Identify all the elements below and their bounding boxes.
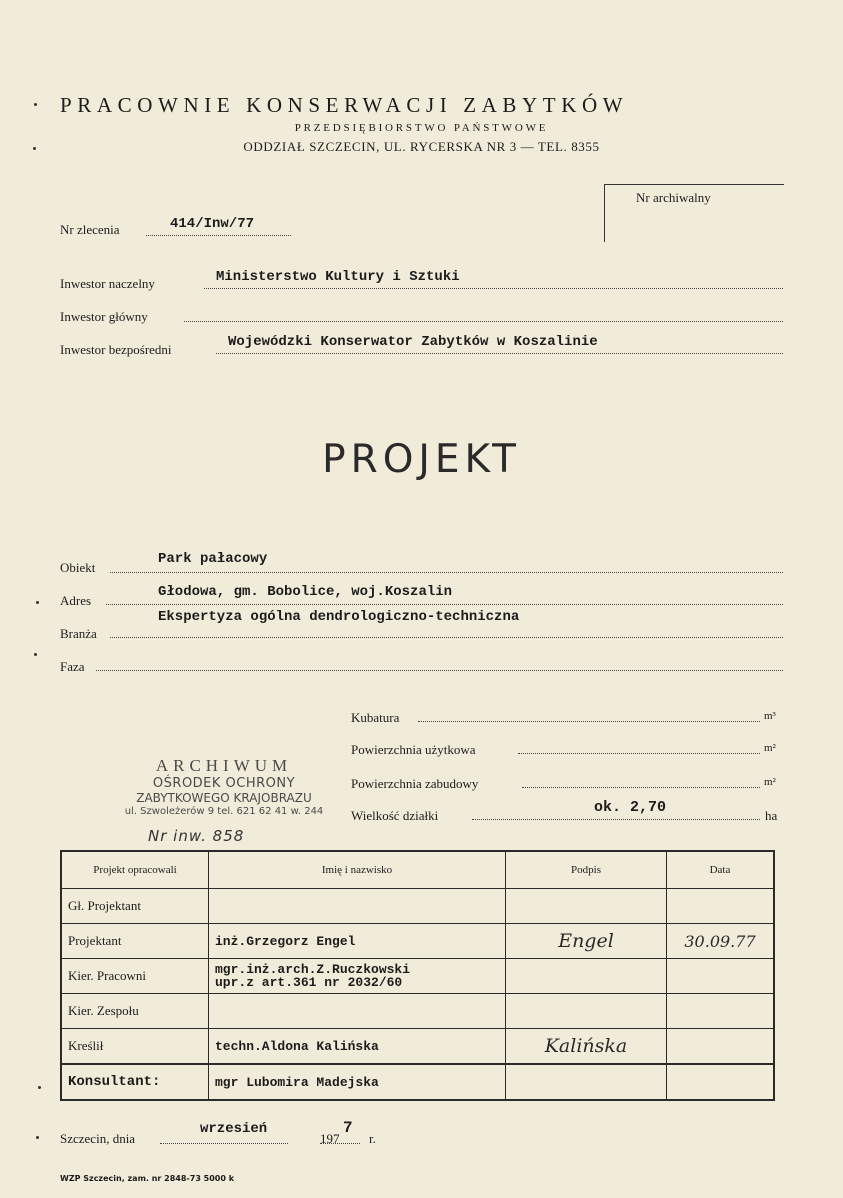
team-table — [60, 850, 775, 1101]
row-signature — [506, 959, 667, 994]
row-signature — [506, 1064, 667, 1100]
plot-size-line — [472, 819, 760, 820]
archive-stamp — [113, 756, 335, 817]
built-area-label: Powierzchnia zabudowy — [351, 776, 479, 791]
stamp-line-landscape: ZABYTKOWEGO KRAJOBRAZU — [136, 791, 312, 805]
row-name-line1: mgr.inż.arch.Z.Ruczkowski — [215, 962, 411, 977]
usable-area-label: Powierzchnia użytkowa — [351, 742, 476, 757]
order-number-label: Nr zlecenia — [60, 222, 120, 237]
investor-main-label: Inwestor główny — [60, 309, 148, 324]
phase-line — [96, 670, 783, 671]
volume-label: Kubatura — [351, 710, 400, 725]
row-date — [667, 1029, 775, 1065]
table-row — [61, 889, 774, 924]
date-month: wrzesień — [200, 1121, 268, 1137]
built-area-unit: m² — [764, 776, 776, 788]
table-row — [61, 959, 774, 994]
handwritten-inventory-number: Nr inw. 858 — [148, 827, 245, 845]
row-date — [667, 959, 775, 994]
month-line — [160, 1143, 288, 1144]
stamp-line-archive: ARCHIWUM — [155, 756, 293, 775]
date-year-prefix: 197 — [320, 1131, 340, 1146]
investor-main-line — [184, 321, 783, 322]
address-line — [106, 604, 783, 605]
row-role: Kreślił — [61, 1029, 209, 1065]
scan-speck — [38, 1086, 41, 1089]
row-name: inż.Grzegorz Engel — [209, 924, 506, 959]
object-label: Obiekt — [60, 560, 96, 575]
investor-chief-line — [204, 288, 783, 289]
branch-line — [110, 637, 783, 638]
volume-line — [418, 721, 760, 722]
scan-speck — [36, 601, 39, 604]
row-name-line2: upr.z art.361 nr 2032/60 — [215, 975, 403, 990]
organization-address: ODDZIAŁ SZCZECIN, UL. RYCERSKA NR 3 — TEL. 8355 — [243, 139, 600, 154]
branch-value: Ekspertyza ogólna dendrologiczno-techniczna — [158, 609, 520, 625]
print-footer: WZP Szczecin, zam. nr 2848-73 5000 k — [60, 1174, 235, 1183]
header-role: Projekt opracowali — [61, 851, 209, 889]
archive-number-label: Nr archiwalny — [636, 190, 711, 205]
investor-direct-line — [216, 353, 783, 354]
row-role: Konsultant: — [61, 1064, 209, 1100]
object-line — [110, 572, 783, 573]
row-role: Projektant — [61, 924, 209, 959]
row-name — [209, 889, 506, 924]
organization-subtitle: PRZEDSIĘBIORSTWO PAŃSTWOWE — [294, 122, 549, 134]
scan-speck — [34, 103, 37, 106]
plot-size-label: Wielkość działki — [351, 808, 439, 823]
order-number-line — [146, 235, 291, 236]
row-signature — [506, 889, 667, 924]
object-value: Park pałacowy — [158, 551, 268, 567]
scan-speck — [33, 147, 36, 150]
table-row — [61, 994, 774, 1029]
row-name — [209, 994, 506, 1029]
order-number-value: 414/Inw/77 — [170, 216, 255, 232]
year-line — [320, 1143, 360, 1144]
header-name: Imię i nazwisko — [209, 851, 506, 889]
scan-speck — [34, 653, 37, 656]
row-name-multiline — [209, 959, 506, 994]
table-row — [61, 1029, 774, 1065]
date-year-digit: 7 — [343, 1119, 353, 1137]
scan-speck — [36, 1136, 39, 1139]
row-role: Gł. Projektant — [61, 889, 209, 924]
plot-size-value: ok. 2,70 — [594, 799, 667, 816]
address-label: Adres — [60, 593, 92, 608]
row-role: Kier. Pracowni — [61, 959, 209, 994]
usable-area-line — [518, 753, 760, 754]
row-signature: Engel — [506, 924, 667, 959]
phase-label: Faza — [60, 659, 85, 674]
row-signature — [506, 994, 667, 1029]
stamp-line-office: OŚRODEK OCHRONY — [152, 776, 296, 791]
row-name: mgr Lubomira Madejska — [209, 1064, 506, 1100]
row-role: Kier. Zespołu — [61, 994, 209, 1029]
usable-area-unit: m² — [764, 742, 776, 754]
header-date: Data — [667, 851, 775, 889]
investor-direct-label: Inwestor bezpośredni — [60, 342, 172, 357]
volume-unit: m³ — [764, 710, 776, 722]
branch-label: Branża — [60, 626, 97, 641]
table-header-row — [61, 851, 774, 889]
investor-direct-value: Wojewódzki Konserwator Zabytków w Koszalinie — [228, 334, 598, 350]
stamp-line-address: ul. Szwoleżerów 9 tel. 621 62 41 w. 244 — [124, 806, 324, 817]
plot-size-unit: ha — [765, 808, 778, 823]
row-name: techn.Aldona Kalińska — [209, 1029, 506, 1065]
row-date — [667, 1064, 775, 1100]
address-value: Głodowa, gm. Bobolice, woj.Koszalin — [158, 584, 453, 600]
date-suffix: r. — [369, 1131, 376, 1146]
place-date-prefix: Szczecin, dnia — [60, 1131, 136, 1146]
row-date — [667, 889, 775, 924]
row-date: 30.09.77 — [667, 924, 775, 959]
investor-chief-label: Inwestor naczelny — [60, 276, 155, 291]
built-area-line — [522, 787, 760, 788]
row-date — [667, 994, 775, 1029]
organization-title: PRACOWNIE KONSERWACJI ZABYTKÓW — [60, 93, 629, 117]
row-signature: Kalińska — [506, 1029, 667, 1065]
document-title: PROJEKT — [322, 437, 521, 482]
investor-chief-value: Ministerstwo Kultury i Sztuki — [216, 269, 460, 285]
header-signature: Podpis — [506, 851, 667, 889]
table-row — [61, 1064, 774, 1100]
table-row — [61, 924, 774, 959]
